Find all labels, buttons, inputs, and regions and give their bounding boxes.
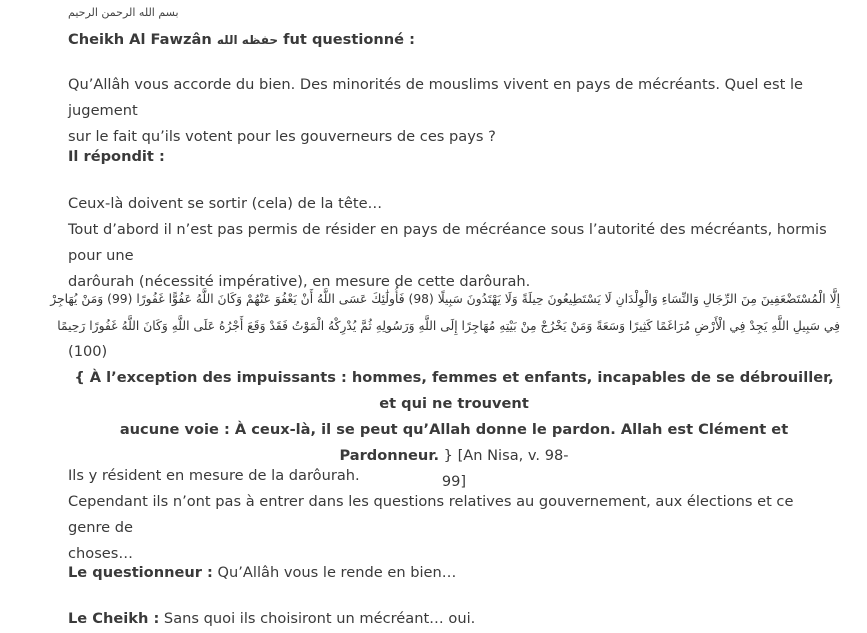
question-line-1: Qu’Allâh vous accorde du bien. Des minorités de mouslims vivent en pays de mécréants. Quel est le jugement: [68, 76, 804, 119]
continuation-line-3: choses…: [68, 545, 133, 562]
answer-line-2: Tout d’abord il n’est pas permis de résider en pays de mécréance sous l’autorité des mécréants, hormis pour une: [68, 221, 827, 264]
verse-translation-line-2: [68, 417, 840, 469]
questioner-label: Le questionneur :: [68, 564, 213, 581]
continuation-line-2: Cependant ils n’ont pas à entrer dans les questions relatives au gouvernement, aux élections et ce genre de: [68, 493, 794, 536]
sheikh-label: Le Cheikh :: [68, 610, 160, 627]
questioner-text: Qu’Allâh vous le rende en bien…: [212, 564, 457, 581]
sheikh-paragraph: [68, 606, 840, 632]
intro-prefix: Cheikh Al Fawzân: [68, 31, 212, 48]
continuation-line-1: Ils y résident en mesure de la darôurah.: [68, 467, 360, 484]
answer-line-3: darôurah (nécessité impérative), en mesure de cette darôurah.: [68, 273, 531, 290]
continuation-paragraph: [68, 463, 840, 567]
arabic-verse-line-2: فِي سَبِيلِ اللَّهِ يَجِدْ فِي الْأَرْضِ مُرَاغَمًا كَثِيرًا وَسَعَةً وَمَنْ يَخْرُجْ مِنْ بَيْتِهِ مُهَاجِرًا إِلَى اللَّهِ وَرَسُولِهِ ثُمَّ يُدْرِكْهُ الْمَوْتُ فَقَدْ وَقَعَ أَجْرُهُ عَلَى اللَّهِ وَكَانَ اللَّهُ غَفُورًا رَحِيمًا: [57, 319, 840, 333]
arabic-verse-number: (100): [68, 343, 108, 360]
sheikh-text: Sans quoi ils choisiront un mécréant… oui.: [159, 610, 476, 627]
verse-reference: } [An Nisa, v. 98-: [439, 447, 569, 464]
intro-line: [68, 27, 840, 53]
question-paragraph: [68, 72, 840, 150]
basmala: بسم الله الرحمن الرحيم: [68, 6, 179, 19]
questioner-paragraph: [68, 560, 840, 586]
verse-translation-line-3: 99]: [441, 473, 467, 490]
arabic-verse-line-1: إِلَّا الْمُسْتَضْعَفِينَ مِنَ الرِّجَالِ وَالنِّسَاءِ وَالْوِلْدَانِ لَا يَسْتَطِيعُونَ حِيلَةً وَلَا يَهْتَدُونَ سَبِيلًا (98) فَأُولَٰئِكَ عَسَى اللَّهُ أَنْ يَعْفُوَ عَنْهُمْ وَكَانَ اللَّهُ عَفُوًّا غَفُورًا (99) وَمَنْ يُهَاجِرْ: [50, 292, 840, 306]
verse-translation-line-2-bold: aucune voie : À ceux-là, il se peut qu’Allah donne le pardon. Allah est Clément et Pardonneur.: [119, 421, 789, 464]
intro-suffix: fut questionné :: [283, 31, 415, 48]
answer-line-1: Ceux-là doivent se sortir (cela) de la tête…: [68, 195, 383, 212]
verse-translation-line-1: { À l’exception des impuissants : hommes, femmes et enfants, incapables de se débrouiller, et qui ne trouvent: [74, 369, 834, 412]
question-line-2: sur le fait qu’ils votent pour les gouverneurs de ces pays ?: [68, 128, 496, 145]
intro-honorific: حفظه الله: [216, 33, 279, 47]
answer-label: Il répondit :: [68, 148, 165, 165]
answer-paragraph: [68, 191, 840, 295]
arabic-verse: [50, 286, 840, 340]
